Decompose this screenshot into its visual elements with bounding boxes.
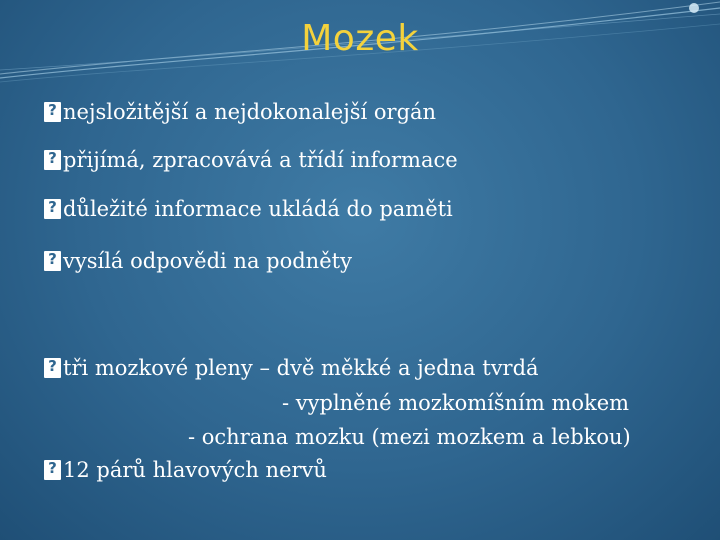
missing-glyph-icon (44, 102, 61, 122)
continuation-line: - ochrana mozku (mezi mozkem a lebkou) (188, 425, 631, 449)
bullet-item (44, 356, 539, 380)
bullet-text: důležité informace ukládá do paměti (63, 197, 453, 221)
bullet-text: nejsložitější a nejdokonalejší orgán (63, 100, 437, 124)
missing-glyph-icon (44, 199, 61, 219)
continuation-line: - vyplněné mozkomíšním mokem (282, 391, 630, 415)
bullet-item (44, 148, 458, 172)
slide-title: Mozek (301, 18, 419, 59)
missing-glyph-icon (44, 150, 61, 170)
bullet-item (44, 458, 327, 482)
bullet-text: tři mozkové pleny – dvě měkké a jedna tvrdá (63, 356, 539, 380)
bullet-item (44, 249, 352, 273)
bullet-text: vysílá odpovědi na podněty (63, 249, 352, 273)
missing-glyph-icon (44, 251, 61, 271)
bullet-item (44, 197, 453, 221)
missing-glyph-icon (44, 460, 61, 480)
bullet-text: 12 párů hlavových nervů (63, 458, 327, 482)
bullet-text: přijímá, zpracovává a třídí informace (63, 148, 458, 172)
missing-glyph-icon (44, 358, 61, 378)
bullet-item (44, 100, 436, 124)
